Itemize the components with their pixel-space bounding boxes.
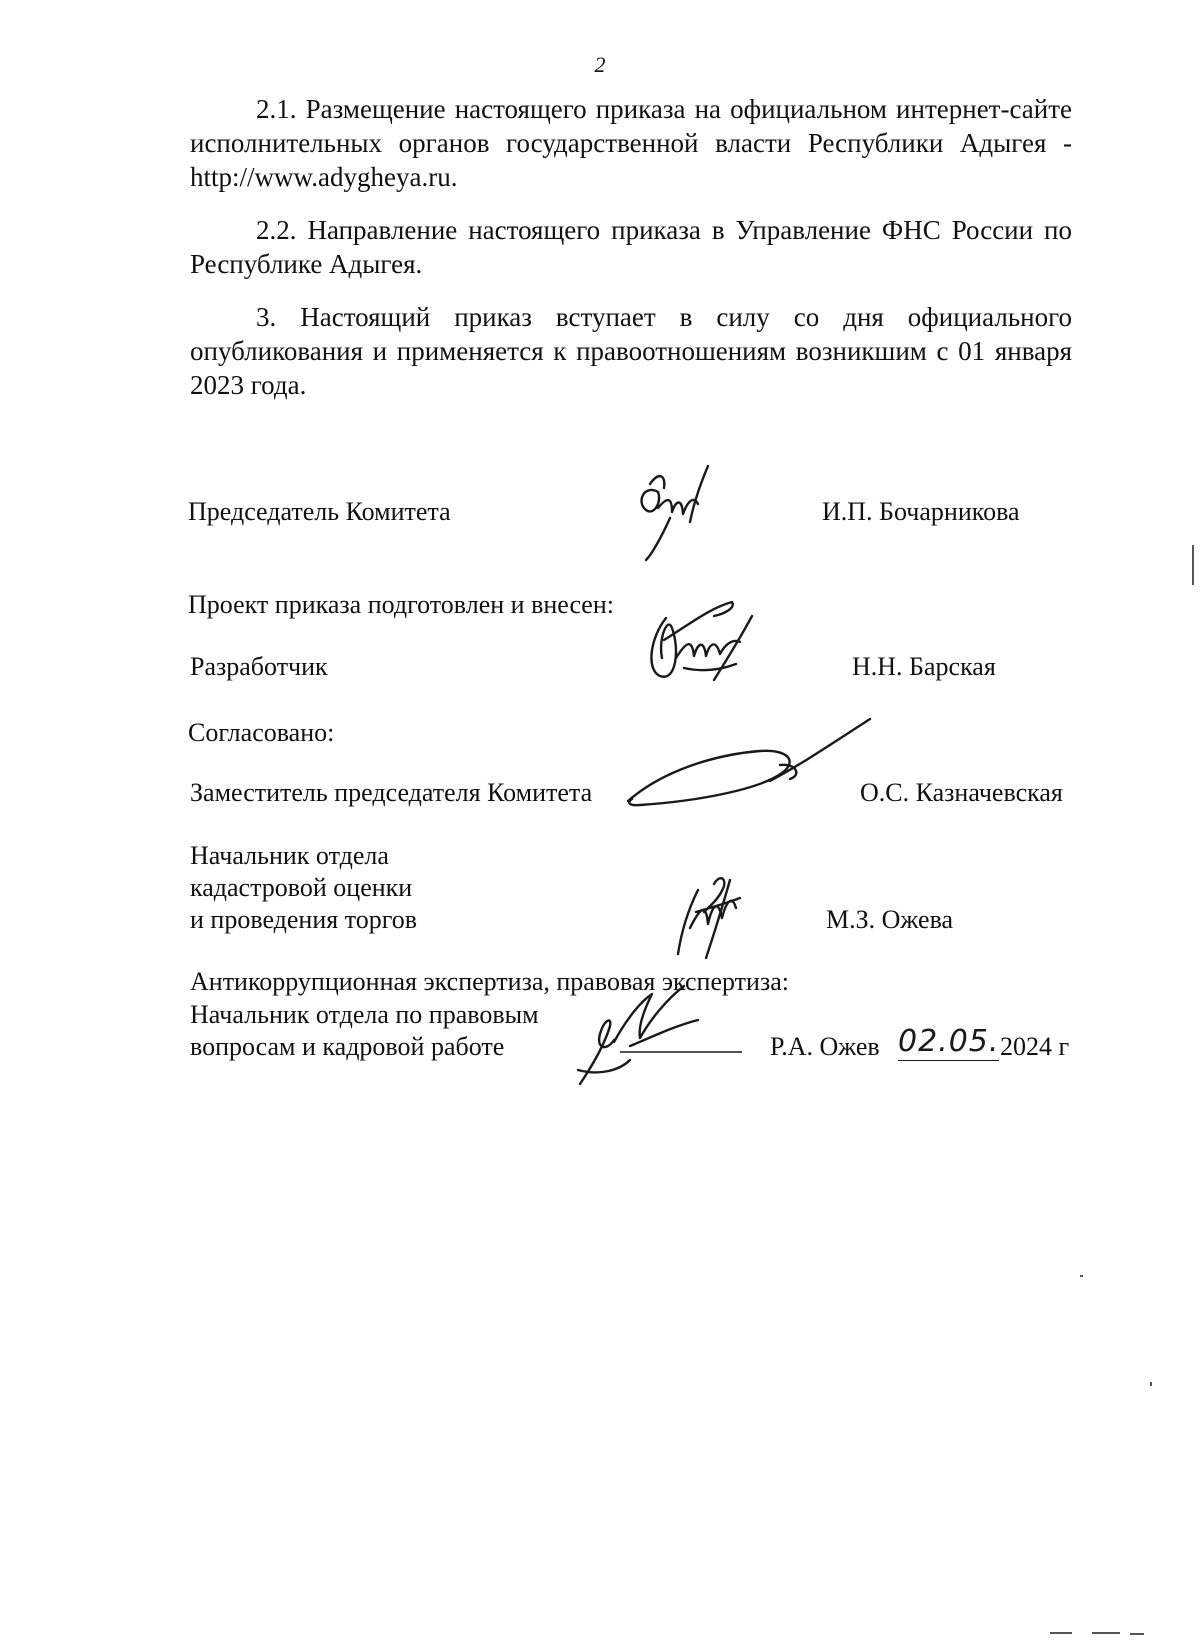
legal-head-role-line2: вопросам и кадровой работе <box>190 1032 505 1061</box>
developer-role: Разработчик <box>190 652 328 681</box>
paragraph-3-text: 3. Настоящий приказ вступает в силу со дня официального опубликования и применяется к правоотношениям возникшим с 01 января 2023 года. <box>190 302 1072 400</box>
scan-speck <box>1092 1632 1120 1634</box>
dept-head-name: М.З. Ожева <box>826 905 954 934</box>
prepared-heading: Проект приказа подготовлен и внесен: <box>188 590 614 619</box>
deputy-role: Заместитель председателя Комитета <box>190 778 593 807</box>
legal-head-signature <box>570 980 750 1090</box>
scan-speck <box>1150 1382 1152 1386</box>
dept-head-role-line3: и проведения торгов <box>190 905 418 934</box>
deputy-signature <box>620 715 880 815</box>
paragraph-2-2-text: 2.2. Направление настоящего приказа в Управление ФНС России по Республике Адыгея. <box>190 215 1072 279</box>
handwritten-date: 02.05. <box>898 1024 1000 1059</box>
developer-name: Н.Н. Барская <box>852 652 996 681</box>
scan-speck <box>1130 1633 1144 1635</box>
expertise-heading: Антикоррупционная экспертиза, правовая экспертиза: <box>190 967 789 996</box>
agreed-heading: Согласовано: <box>188 718 335 747</box>
scan-speck <box>1080 1275 1083 1277</box>
scan-speck <box>1050 1632 1072 1634</box>
dept-head-role-line2: кадастровой оценки <box>190 873 413 902</box>
legal-head-role-line1: Начальник отдела по правовым <box>190 1000 539 1029</box>
paragraph-3 <box>190 300 1072 402</box>
page-number: 2 <box>594 52 606 77</box>
developer-signature <box>640 598 800 698</box>
scan-edge-mark <box>1192 545 1194 585</box>
paragraph-2-1-text: 2.1. Размещение настоящего приказа на официальном интернет-сайте исполнительных органов государственной власти Республики Адыгея - http://www.adygheya.ru. <box>190 94 1072 192</box>
deputy-name: О.С. Казначевская <box>860 778 1063 807</box>
legal-head-year: 2024 г <box>1000 1032 1070 1061</box>
chair-role: Председатель Комитета <box>188 497 451 526</box>
paragraph-2-2 <box>190 213 1072 281</box>
legal-head-name: Р.А. Ожев <box>770 1032 880 1061</box>
dept-head-role-line1: Начальник отдела <box>190 841 389 870</box>
chair-signature <box>628 462 718 567</box>
paragraph-2-1 <box>190 92 1072 194</box>
dept-head-signature <box>660 868 760 968</box>
chair-name: И.П. Бочарникова <box>822 497 1020 526</box>
